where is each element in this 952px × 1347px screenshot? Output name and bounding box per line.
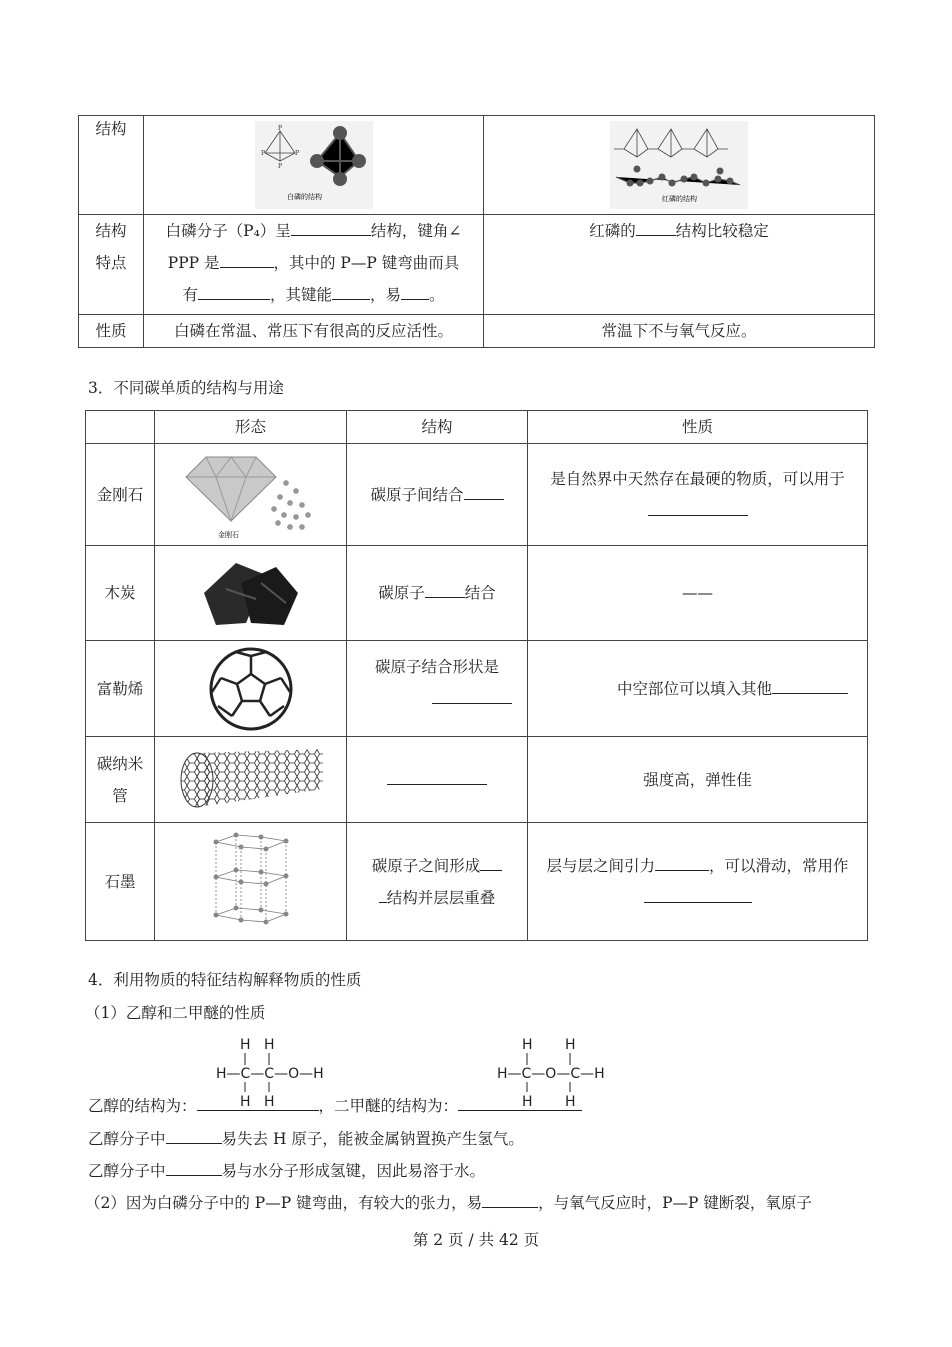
blank [464,481,504,500]
text: 碳原子之间形成 [371,856,481,875]
red-phosphorus-image [484,116,875,215]
blank [425,579,465,598]
diamond-caption: 金刚石 [217,530,239,539]
blank [401,281,429,300]
svg-text:H: H [522,1037,533,1053]
svg-text:H—C—O—C—H: H—C—O—C—H [497,1066,605,1082]
svg-text:P: P [260,150,265,157]
graphite-name: 石墨 [86,823,155,941]
text: ，其键能 [269,286,332,304]
diamond-image [155,444,347,546]
graphite-image [155,823,347,941]
blank [220,249,274,268]
charcoal-image [155,546,347,641]
charcoal-name: 木炭 [86,546,155,641]
ethanol-line-2 [88,1157,485,1181]
text: 乙醇分子中 [88,1130,166,1148]
blank [648,497,748,516]
header-structure: 结构 [347,411,528,444]
text: 碳原子间结合 [370,485,464,504]
svg-text:H: H [264,1094,275,1110]
text: 结构并层层重叠 [386,888,496,907]
text: ，易 [370,286,402,304]
structure-line [88,1092,582,1116]
text: ，二甲醚的结构为： [318,1097,459,1115]
nanotube-name [86,737,155,823]
text: ，其中的 P—P 键弯曲而具 [273,254,460,272]
fullerene-image [155,641,347,737]
red-phosphorus-property: 常温下不与氧气反应。 [484,315,875,348]
blank [291,217,371,236]
text: 红磷的 [589,222,636,240]
text: 乙醇分子中 [88,1162,166,1180]
svg-text:H—C—C—O—H: H—C—C—O—H [216,1066,324,1082]
text: 有 [182,286,198,304]
text: 中空部位可以填入其他 [616,679,772,698]
text: 层与层之间引力 [546,856,655,875]
diamond-structure [347,444,528,546]
blank [772,675,848,694]
white-caption: 白磷的结构 [286,193,322,201]
svg-text:P: P [277,163,282,170]
header-blank [86,411,155,444]
blank [166,1157,222,1176]
blank [432,685,512,704]
header-form: 形态 [155,411,347,444]
row-label-structure: 结构 [79,116,144,215]
blank [197,1092,319,1111]
row-label-features [79,215,144,315]
white-phosphorus-image [144,116,484,215]
diamond-property [528,444,868,546]
section-4-title: 4．利用物质的特征结构解释物质的性质 [88,971,362,989]
blank [332,281,370,300]
label-part: 结构 [95,222,127,240]
text: 是自然界中天然存在最硬的物质，可以用于 [550,469,845,488]
text: 白磷分子（P₄）呈 [165,222,291,240]
text: 易失去 H 原子，能被金属钠置换产生氢气。 [221,1130,524,1148]
blank [458,1092,582,1111]
blank [644,884,752,903]
blank [387,766,487,785]
red-caption: 红磷的结构 [662,195,697,203]
text: 碳原子 [378,584,425,602]
header-property: 性质 [528,411,868,444]
text: 易与水分子形成氢键，因此易溶于水。 [221,1162,486,1180]
blank [480,852,502,871]
svg-text:H: H [240,1037,251,1053]
page-footer: 第 2 页 / 共 42 页 [412,1231,540,1249]
svg-text:P: P [277,125,282,132]
text: 结构，键角∠ [370,222,462,240]
graphite-structure [347,823,528,941]
blank [198,281,270,300]
blank [655,852,709,871]
text: 碳原子结合形状是 [374,658,499,676]
blank [636,217,676,236]
text: 。 [429,286,445,304]
text: 结构比较稳定 [675,222,769,240]
text: 乙醇的结构为： [88,1097,197,1115]
text: ，可以滑动，常用作 [709,856,849,875]
nanotube-property: 强度高，弹性佳 [528,737,868,823]
section-3-title: 3．不同碳单质的结构与用途 [88,379,284,397]
svg-text:H: H [264,1037,275,1053]
carbon-table [85,410,868,941]
svg-text:H: H [565,1094,576,1110]
nanotube-image [155,737,347,823]
ethanol-line-1 [88,1125,524,1149]
nanotube-structure [347,737,528,823]
blank [379,884,387,903]
label-part: 特点 [95,254,127,272]
text: PPP 是 [167,254,220,272]
svg-text:H: H [240,1094,251,1110]
fullerene-name: 富勒烯 [86,641,155,737]
phosphorus-table [78,115,875,348]
svg-text:P: P [294,150,299,157]
text: （2）因为白磷分子中的 P—P 键弯曲，有较大的张力，易 [85,1194,483,1212]
subsection-1-title: （1）乙醇和二甲醚的性质 [85,1004,266,1022]
charcoal-structure [347,546,528,641]
text: ，与氧气反应时，P—P 键断裂，氧原子 [538,1194,812,1212]
blank [166,1125,222,1144]
subsection-2-line [85,1189,812,1213]
svg-text:H: H [565,1037,576,1053]
white-phosphorus-features [144,215,484,315]
text: 结合 [464,584,496,602]
fullerene-structure [347,641,528,737]
red-phosphorus-features [484,215,875,315]
charcoal-property: —— [528,546,868,641]
text: 碳纳米 [96,754,144,773]
row-label-properties: 性质 [79,315,144,348]
text: 管 [112,786,128,805]
white-phosphorus-property: 白磷在常温、常压下有很高的反应活性。 [144,315,484,348]
blank [482,1189,538,1208]
graphite-property [528,823,868,941]
svg-text:H: H [522,1094,533,1110]
fullerene-property [528,641,868,737]
diamond-name: 金刚石 [86,444,155,546]
